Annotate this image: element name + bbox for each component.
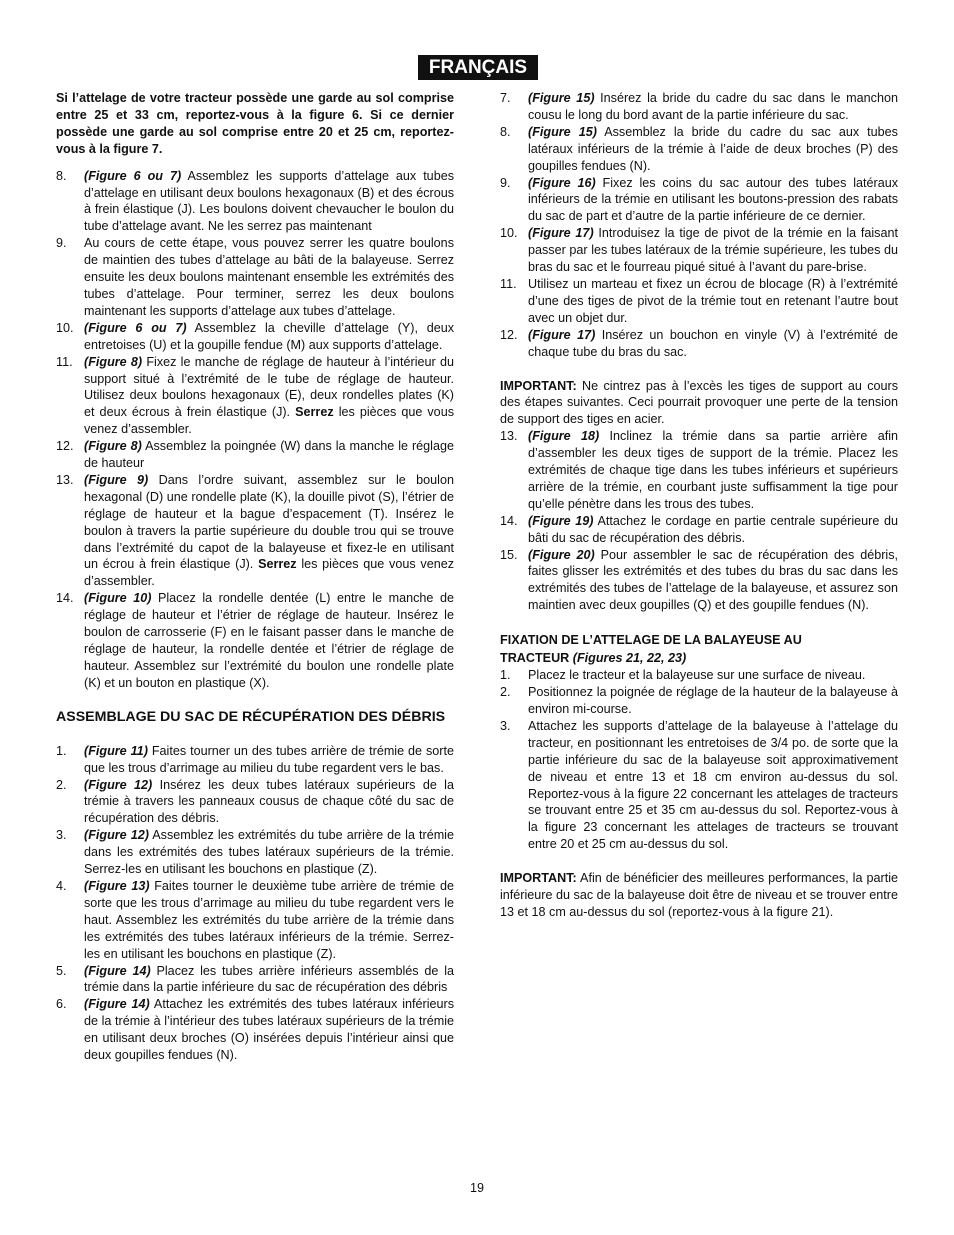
step-emphasis: Serrez [295, 405, 334, 420]
step-item [56, 777, 454, 828]
step-text: Placez le tracteur et la balayeuse sur une surface de niveau. [528, 668, 866, 683]
figure-reference: (Figure 6 ou 7) [84, 320, 187, 335]
step-text: Attachez les extrémités des tubes latéraux inférieurs de la trémie à l’intérieur des tubes latéraux supérieurs de la trémie en utilisant deux broches (O) insérées depuis l’intérieur ainsi que deux goupilles fendues (N). [84, 997, 454, 1063]
step-item [56, 743, 454, 777]
step-number: 9. [56, 236, 67, 251]
step-item [500, 276, 898, 327]
step-item [56, 878, 454, 963]
steps-list-b [56, 743, 454, 1064]
figure-reference: (Figure 9) [84, 472, 149, 487]
step-item [500, 667, 898, 684]
step-text: Introduisez la tige de pivot de la trémie en la faisant passer par les tubes latéraux de la trémie supérieure, les tubes du bras du sac et le fourreau piqué situé à l’avant du pare-brise. [528, 226, 898, 275]
step-item [500, 327, 898, 361]
step-text: Insérez un bouchon en vinyle (V) à l’extrémité de chaque tube du bras du sac. [528, 327, 898, 359]
figure-reference: (Figure 8) [84, 439, 142, 454]
steps-list-d [500, 225, 898, 360]
figure-reference: (Figure 17) [528, 226, 594, 241]
subheading-line-1: FIXATION DE L’ATTELAGE DE LA BALAYEUSE AU [500, 633, 802, 648]
step-item [500, 225, 898, 276]
subheading-text: TRACTEUR [500, 651, 573, 666]
step-number: 2. [500, 685, 511, 700]
step-number: 13. [56, 472, 74, 487]
step-number: 6. [56, 997, 67, 1012]
step-number: 8. [500, 124, 511, 139]
step-item [56, 354, 454, 439]
figure-reference: (Figure 15) [528, 124, 597, 139]
step-text: Inclinez la trémie dans sa partie arrière afin d’assembler les deux tiges de support de la trémie. Placez les extrémités de chaque tige dans les tubes inférieurs et supérieurs arrière de la trémie, en courbant juste suffisamment la tige pour qu’elle pénètre dans les trous des tubes. [528, 429, 898, 511]
step-number: 14. [56, 591, 74, 606]
step-number: 3. [500, 718, 511, 733]
step-text: Assemblez les supports d’attelage aux tubes d’attelage en utilisant deux boulons hexagonaux (B) et des écrous à frein élastique (J). Les boulons doivent chevaucher le boulon du tube d’attelage avant. Ne les serrez pas maintenant [84, 168, 454, 234]
step-number: 8. [56, 168, 67, 183]
step-text: Fixez le manche de réglage de hauteur à l’intérieur du support situé à l’extrémité de le tube de réglage de hauteur. Utilisez deux boulons hexagonaux (E), deux rondelles plates (K) et deux écrous à frein élastique (J). [84, 354, 454, 420]
important-note-2 [500, 870, 898, 921]
step-number: 1. [56, 743, 67, 758]
step-number: 9. [500, 175, 511, 190]
step-item [500, 124, 898, 175]
subheading-line-2 [500, 649, 898, 667]
step-item [56, 235, 454, 320]
step-number: 10. [56, 320, 74, 335]
figure-reference: (Figure 14) [84, 963, 151, 978]
figure-reference: (Figure 20) [528, 547, 595, 562]
page-number: 19 [469, 1181, 484, 1195]
step-text: Attachez les supports d’attelage de la balayeuse à l’attelage du tracteur, en positionnant les entretoises de 3/4 po. de sorte que la partie inférieure du sac de la balayeuse soit approximativement de niveau et entre 13 et 18 cm environ au-dessus du sol. Reportez-vous à la figure 22 concernant les attelages de tracteurs se trouvant entre 25 et 35 cm au-dessus du sol. Reportez-vous à la figure 23 concernant les attelages de tracteurs se trouvant entre 20 et 25 cm au-dessus du sol. [528, 718, 898, 852]
important-text: Ne cintrez pas à l’excès les tiges de support au cours des étapes suivantes. Ceci pourrait provoquer une perte de la tension de support des tiges en acier. [500, 378, 898, 427]
step-number: 3. [56, 828, 67, 843]
step-item [56, 963, 454, 997]
steps-list-a [56, 168, 454, 692]
figure-reference: (Figure 14) [84, 997, 150, 1012]
subheading-figures: (Figures 21, 22, 23) [572, 651, 687, 666]
step-text: Placez les tubes arrière inférieurs assemblés de la trémie dans la partie inférieure du sac de récupération des débris [84, 963, 454, 995]
step-number: 11. [500, 276, 517, 291]
step-number: 2. [56, 777, 67, 792]
figure-reference: (Figure 6 ou 7) [84, 168, 182, 183]
figure-reference: (Figure 19) [528, 513, 594, 528]
step-item [56, 168, 454, 236]
section-heading: ASSEMBLAGE DU SAC DE RÉCUPÉRATION DES DÉBRIS [56, 708, 446, 725]
step-item [56, 590, 454, 691]
step-text: Au cours de cette étape, vous pouvez serrer les quatre boulons de maintien des tubes d’attelage au bâti de la balayeuse. Serrez ensuite les deux boulons maintenant ensemble les extrémités des tubes d’attelage. Pour terminer, serrez les deux boulons maintenant les supports d’attelage aux tubes d’attelage. [84, 236, 454, 318]
step-number: 11. [56, 354, 73, 369]
step-text: Utilisez un marteau et fixez un écrou de blocage (R) à l’extrémité d’une des tiges de pivot de la trémie tout en retenant l’autre bout avec un objet dur. [528, 276, 898, 325]
steps-list-c [500, 90, 898, 225]
step-text: Placez la rondelle dentée (L) entre le manche de réglage de hauteur et l’étrier de réglage de hauteur. Insérez le boulon de carrosserie (F) en le faisant passer dans le manche de réglage de hauteur, la rondelle dentée et l’étrier de réglage de hauteur. Assemblez sur l’extrémité du boulon une rondelle plate (K) et un bouton en plastique (X). [84, 591, 454, 690]
step-text: Attachez le cordage en partie centrale supérieure du bâti du sac de récupération des débris. [528, 513, 898, 545]
language-badge: FRANÇAIS [418, 55, 538, 80]
step-text: Assemblez la bride du cadre du sac aux tubes latéraux inférieurs de la trémie à l’aide de deux broches (P) des goupilles fendues (N). [528, 124, 898, 173]
step-number: 12. [56, 439, 74, 454]
step-text: Insérez les deux tubes latéraux supérieurs de la trémie à travers les panneaux cousus de chaque côté du sac de récupération des débris. [84, 777, 454, 826]
intro-paragraph: Si l’attelage de votre tracteur possède une garde au sol comprise entre 25 et 33 cm, reportez-vous à la figure 6. Si ce dernier possède une garde au sol comprise entre 20 et 25 cm, reportez-vous à la figure 7. [56, 91, 454, 156]
step-item [56, 472, 454, 590]
important-label: IMPORTANT: [500, 378, 577, 393]
step-text-tail: les pièces que vous venez d’assembler. [84, 405, 454, 437]
figure-reference: (Figure 12) [84, 828, 149, 843]
figure-reference: (Figure 15) [528, 91, 595, 105]
step-number: 12. [500, 327, 518, 342]
figure-reference: (Figure 16) [528, 175, 596, 190]
step-text-tail: les pièces que vous venez d’assembler. [84, 557, 455, 589]
step-text: Assemblez les extrémités du tube arrière de la trémie dans les extrémités des tubes latéraux supérieurs de la trémie. Serrez-les en utilisant les bouchons en plastique (Z). [84, 828, 454, 877]
important-label: IMPORTANT: [500, 871, 577, 886]
figure-reference: (Figure 8) [84, 354, 143, 369]
step-emphasis: Serrez [258, 557, 297, 572]
step-text: Positionnez la poignée de réglage de la hauteur de la balayeuse à environ mi-course. [528, 685, 898, 716]
steps-list-f [500, 667, 898, 853]
step-text: Faites tourner le deuxième tube arrière de trémie de sorte que les trous d’arrimage au milieu du tube regardent vers le haut. Assemblez les extrémités du tube arrière de la trémie dans les extrémités des tubes latéraux inférieurs de la trémie. Serrez-les en utilisant les bouchons en plastique (Z). [84, 878, 454, 961]
figure-reference: (Figure 10) [84, 591, 152, 606]
step-item [500, 90, 898, 124]
figure-reference: (Figure 13) [84, 878, 150, 893]
step-number: 10. [500, 226, 518, 241]
step-item [500, 684, 898, 718]
step-item [56, 320, 454, 354]
step-item [56, 438, 454, 472]
step-text: Assemblez la cheville d’attelage (Y), deux entretoises (U) et la goupille fendue (M) aux supports d’attelage. [84, 320, 455, 352]
step-number: 14. [500, 513, 518, 528]
step-item [500, 175, 898, 226]
step-item [500, 428, 898, 513]
steps-list-e [500, 428, 898, 614]
step-item [500, 718, 898, 853]
step-item [500, 547, 898, 615]
step-number: 13. [500, 429, 518, 444]
step-item [56, 996, 454, 1064]
step-number: 5. [56, 963, 67, 978]
step-number: 4. [56, 878, 67, 893]
figure-reference: (Figure 12) [84, 777, 153, 792]
left-column [56, 90, 454, 1064]
step-number: 15. [500, 547, 518, 562]
right-column [500, 90, 898, 921]
important-note-1 [500, 378, 898, 429]
step-text: Faites tourner un des tubes arrière de trémie de sorte que les trous d’arrimage au milieu du tube regardent vers le bas. [84, 743, 454, 775]
step-text: Assemblez la poingnée (W) dans la manche le réglage de hauteur [84, 439, 454, 471]
step-text: Insérez la bride du cadre du sac dans le manchon cousu le long du bord avant de la partie inférieure du sac. [528, 91, 898, 122]
step-text: Dans l’ordre suivant, assemblez sur le boulon hexagonal (D) une rondelle plate (K), la douille pivot (S), l’étrier de réglage de hauteur et la bague d’espacement (T). Insérez le boulon à travers la partie supérieure du double trou qui se trouve dans l’extrémité du capot de la balayeuse et fixez-le en utilisant un écrou à frein élastique (J). [84, 472, 454, 572]
figure-reference: (Figure 18) [528, 429, 600, 444]
step-number: 1. [500, 668, 511, 683]
figure-reference: (Figure 11) [84, 743, 148, 758]
step-item [56, 827, 454, 878]
figure-reference: (Figure 17) [528, 327, 596, 342]
step-item [500, 513, 898, 547]
important-text: Afin de bénéficier des meilleures performances, la partie inférieure du sac de la balayeuse doit être de niveau et se trouver entre 13 et 18 cm au-dessus du sol (reportez-vous à la figure 21). [500, 871, 898, 919]
step-number: 7. [500, 91, 511, 105]
step-text: Pour assembler le sac de récupération des débris, faites glisser les extrémités et des tubes du bras du sac dans les extrémités des tubes de l’attelage de la balayeuse, et assurez son maintien avec deux goupilles (Q) et des goupille fendues (N). [528, 547, 898, 613]
step-text: Fixez les coins du sac autour des tubes latéraux inférieurs de la trémie en utilisant les boutons-pression des rabats du sac de part et d’autre de la partie inférieure de ce dernier. [528, 175, 898, 224]
